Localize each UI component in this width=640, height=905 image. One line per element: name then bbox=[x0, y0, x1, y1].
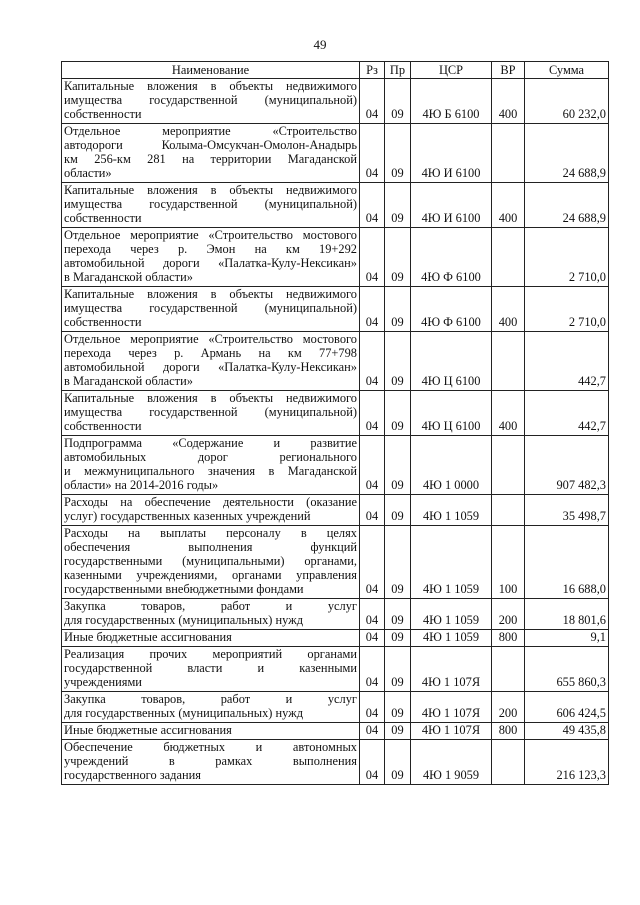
row-name-line: Расходы на выплаты персоналу в целях bbox=[64, 526, 357, 540]
row-name-line: казенными учреждениями, органами управления bbox=[64, 568, 357, 582]
table-row bbox=[62, 79, 609, 124]
header-name: Наименование bbox=[62, 62, 360, 79]
row-sum: 24 688,9 bbox=[525, 124, 609, 183]
row-vr: 200 bbox=[492, 599, 525, 630]
row-name-line: обеспечения выполнения функций bbox=[64, 540, 357, 554]
row-csr: 4Ю 1 0000 bbox=[411, 436, 492, 495]
row-name-line: Обеспечение бюджетных и автономных bbox=[64, 740, 357, 754]
row-csr: 4Ю И 6100 bbox=[411, 183, 492, 228]
row-name-line: учреждениями bbox=[64, 675, 142, 689]
row-vr: 400 bbox=[492, 183, 525, 228]
row-pr: 09 bbox=[385, 723, 411, 740]
row-pr: 09 bbox=[385, 332, 411, 391]
row-name-line: Капитальные вложения в объекты недвижимого bbox=[64, 391, 357, 405]
row-pr: 09 bbox=[385, 228, 411, 287]
row-name-line: имущества государственной (муниципальной) bbox=[64, 93, 357, 107]
row-vr: 400 bbox=[492, 79, 525, 124]
row-name-line: Капитальные вложения в объекты недвижимого bbox=[64, 79, 357, 93]
header-sum: Сумма bbox=[525, 62, 609, 79]
row-name-line: автомобильной дороги «Палатка-Кулу-Нексикан» bbox=[64, 360, 357, 374]
row-sum: 2 710,0 bbox=[525, 228, 609, 287]
table-row bbox=[62, 692, 609, 723]
row-vr bbox=[492, 740, 525, 785]
row-csr: 4Ю 1 1059 bbox=[411, 495, 492, 526]
table-row bbox=[62, 740, 609, 785]
page-number: 49 bbox=[313, 37, 327, 52]
row-vr: 100 bbox=[492, 526, 525, 599]
row-csr: 4Ю 1 107Я bbox=[411, 647, 492, 692]
row-csr: 4Ю И 6100 bbox=[411, 124, 492, 183]
row-sum: 655 860,3 bbox=[525, 647, 609, 692]
row-csr: 4Ю Ф 6100 bbox=[411, 287, 492, 332]
row-pr: 09 bbox=[385, 436, 411, 495]
row-name-line: имущества государственной (муниципальной) bbox=[64, 301, 357, 315]
table-row bbox=[62, 183, 609, 228]
row-csr: 4Ю Б 6100 bbox=[411, 79, 492, 124]
row-pr: 09 bbox=[385, 599, 411, 630]
row-csr: 4Ю Ф 6100 bbox=[411, 228, 492, 287]
row-rz: 04 bbox=[360, 723, 385, 740]
row-name-line: Закупка товаров, работ и услуг bbox=[64, 692, 357, 706]
row-rz: 04 bbox=[360, 287, 385, 332]
table-row bbox=[62, 495, 609, 526]
row-name-line: автодороги Колыма-Омсукчан-Омолон-Анадырь bbox=[64, 138, 357, 152]
row-vr bbox=[492, 647, 525, 692]
row-name-line: перехода через р. Армань на км 77+798 bbox=[64, 346, 357, 360]
row-vr bbox=[492, 124, 525, 183]
row-vr bbox=[492, 495, 525, 526]
row-name bbox=[62, 495, 360, 526]
table-body bbox=[62, 79, 609, 785]
row-rz: 04 bbox=[360, 647, 385, 692]
row-name bbox=[62, 526, 360, 599]
row-name-line: Отдельное мероприятие «Строительство bbox=[64, 124, 357, 138]
budget-table bbox=[61, 61, 609, 785]
row-csr: 4Ю 1 107Я bbox=[411, 723, 492, 740]
table-row bbox=[62, 391, 609, 436]
row-name-line: учреждений в рамках выполнения bbox=[64, 754, 357, 768]
table-header-row bbox=[62, 62, 609, 79]
row-name-line: области» на 2014-2016 годы» bbox=[64, 478, 219, 492]
row-vr bbox=[492, 332, 525, 391]
row-name bbox=[62, 692, 360, 723]
row-pr: 09 bbox=[385, 391, 411, 436]
row-sum: 442,7 bbox=[525, 391, 609, 436]
row-csr: 4Ю Ц 6100 bbox=[411, 391, 492, 436]
row-sum: 60 232,0 bbox=[525, 79, 609, 124]
row-sum: 606 424,5 bbox=[525, 692, 609, 723]
row-rz: 04 bbox=[360, 228, 385, 287]
row-rz: 04 bbox=[360, 495, 385, 526]
row-rz: 04 bbox=[360, 332, 385, 391]
row-rz: 04 bbox=[360, 740, 385, 785]
row-name bbox=[62, 391, 360, 436]
row-sum: 35 498,7 bbox=[525, 495, 609, 526]
row-name bbox=[62, 79, 360, 124]
row-name-line: в Магаданской области» bbox=[64, 270, 193, 284]
table-row bbox=[62, 723, 609, 740]
row-rz: 04 bbox=[360, 79, 385, 124]
row-pr: 09 bbox=[385, 740, 411, 785]
row-sum: 24 688,9 bbox=[525, 183, 609, 228]
row-pr: 09 bbox=[385, 79, 411, 124]
row-vr: 400 bbox=[492, 391, 525, 436]
row-pr: 09 bbox=[385, 124, 411, 183]
row-name-line: для государственных (муниципальных) нужд bbox=[64, 706, 304, 720]
row-name-line: имущества государственной (муниципальной) bbox=[64, 405, 357, 419]
row-csr: 4Ю Ц 6100 bbox=[411, 332, 492, 391]
row-name-line: Отдельное мероприятие «Строительство мостового bbox=[64, 332, 357, 346]
row-name-line: в Магаданской области» bbox=[64, 374, 193, 388]
row-sum: 49 435,8 bbox=[525, 723, 609, 740]
row-name bbox=[62, 124, 360, 183]
row-name-line: Реализация прочих мероприятий органами bbox=[64, 647, 357, 661]
row-pr: 09 bbox=[385, 647, 411, 692]
row-vr bbox=[492, 228, 525, 287]
table-row bbox=[62, 287, 609, 332]
row-name-line: собственности bbox=[64, 315, 142, 329]
row-sum: 18 801,6 bbox=[525, 599, 609, 630]
table-row bbox=[62, 647, 609, 692]
table-row bbox=[62, 228, 609, 287]
row-pr: 09 bbox=[385, 526, 411, 599]
row-name-line: государственными (муниципальными) органами, bbox=[64, 554, 357, 568]
row-csr: 4Ю 1 1059 bbox=[411, 599, 492, 630]
header-vr: ВР bbox=[492, 62, 525, 79]
row-rz: 04 bbox=[360, 692, 385, 723]
row-rz: 04 bbox=[360, 391, 385, 436]
row-pr: 09 bbox=[385, 692, 411, 723]
row-name-line: услуг) государственных казенных учреждений bbox=[64, 509, 311, 523]
row-rz: 04 bbox=[360, 599, 385, 630]
row-vr: 400 bbox=[492, 287, 525, 332]
row-name-line: Подпрограмма «Содержание и развитие bbox=[64, 436, 357, 450]
row-vr: 800 bbox=[492, 723, 525, 740]
row-name-line: перехода через р. Эмон на км 19+292 bbox=[64, 242, 357, 256]
row-name-line: для государственных (муниципальных) нужд bbox=[64, 613, 304, 627]
row-sum: 216 123,3 bbox=[525, 740, 609, 785]
header-rz: Рз bbox=[360, 62, 385, 79]
row-name-line: км 256-км 281 на территории Магаданской bbox=[64, 152, 357, 166]
row-name-line: Отдельное мероприятие «Строительство мостового bbox=[64, 228, 357, 242]
table-row bbox=[62, 332, 609, 391]
row-name bbox=[62, 599, 360, 630]
row-name-line: автомобильной дороги «Палатка-Кулу-Нексикан» bbox=[64, 256, 357, 270]
row-sum: 16 688,0 bbox=[525, 526, 609, 599]
row-name-line: Иные бюджетные ассигнования bbox=[64, 723, 232, 737]
row-name bbox=[62, 228, 360, 287]
row-name-line: государственного задания bbox=[64, 768, 201, 782]
header-csr: ЦСР bbox=[411, 62, 492, 79]
row-rz: 04 bbox=[360, 630, 385, 647]
row-name-line: Закупка товаров, работ и услуг bbox=[64, 599, 357, 613]
table-row bbox=[62, 436, 609, 495]
row-name bbox=[62, 436, 360, 495]
table-row bbox=[62, 599, 609, 630]
row-pr: 09 bbox=[385, 630, 411, 647]
row-name-line: имущества государственной (муниципальной) bbox=[64, 197, 357, 211]
row-csr: 4Ю 1 1059 bbox=[411, 630, 492, 647]
row-name bbox=[62, 723, 360, 740]
header-pr: Пр bbox=[385, 62, 411, 79]
row-name-line: Капитальные вложения в объекты недвижимого bbox=[64, 287, 357, 301]
row-rz: 04 bbox=[360, 124, 385, 183]
row-pr: 09 bbox=[385, 287, 411, 332]
row-sum: 9,1 bbox=[525, 630, 609, 647]
row-csr: 4Ю 1 1059 bbox=[411, 526, 492, 599]
row-name-line: автомобильных дорог регионального bbox=[64, 450, 357, 464]
row-sum: 2 710,0 bbox=[525, 287, 609, 332]
row-rz: 04 bbox=[360, 526, 385, 599]
row-name bbox=[62, 630, 360, 647]
row-name bbox=[62, 332, 360, 391]
row-name bbox=[62, 287, 360, 332]
row-vr: 200 bbox=[492, 692, 525, 723]
row-sum: 442,7 bbox=[525, 332, 609, 391]
row-name-line: государственной власти и казенными bbox=[64, 661, 357, 675]
row-name-line: Капитальные вложения в объекты недвижимого bbox=[64, 183, 357, 197]
row-rz: 04 bbox=[360, 436, 385, 495]
row-rz: 04 bbox=[360, 183, 385, 228]
table-row bbox=[62, 630, 609, 647]
row-pr: 09 bbox=[385, 495, 411, 526]
table-row bbox=[62, 124, 609, 183]
row-name bbox=[62, 183, 360, 228]
row-name bbox=[62, 647, 360, 692]
table-row bbox=[62, 526, 609, 599]
row-name-line: государственными внебюджетными фондами bbox=[64, 582, 304, 596]
row-csr: 4Ю 1 107Я bbox=[411, 692, 492, 723]
row-name-line: собственности bbox=[64, 419, 142, 433]
row-pr: 09 bbox=[385, 183, 411, 228]
row-name-line: собственности bbox=[64, 211, 142, 225]
row-name-line: области» bbox=[64, 166, 112, 180]
row-name-line: Расходы на обеспечение деятельности (оказание bbox=[64, 495, 357, 509]
row-vr: 800 bbox=[492, 630, 525, 647]
row-name-line: собственности bbox=[64, 107, 142, 121]
row-vr bbox=[492, 436, 525, 495]
row-sum: 907 482,3 bbox=[525, 436, 609, 495]
row-csr: 4Ю 1 9059 bbox=[411, 740, 492, 785]
row-name-line: Иные бюджетные ассигнования bbox=[64, 630, 232, 644]
row-name-line: и межмуниципального значения в Магаданской bbox=[64, 464, 357, 478]
row-name bbox=[62, 740, 360, 785]
